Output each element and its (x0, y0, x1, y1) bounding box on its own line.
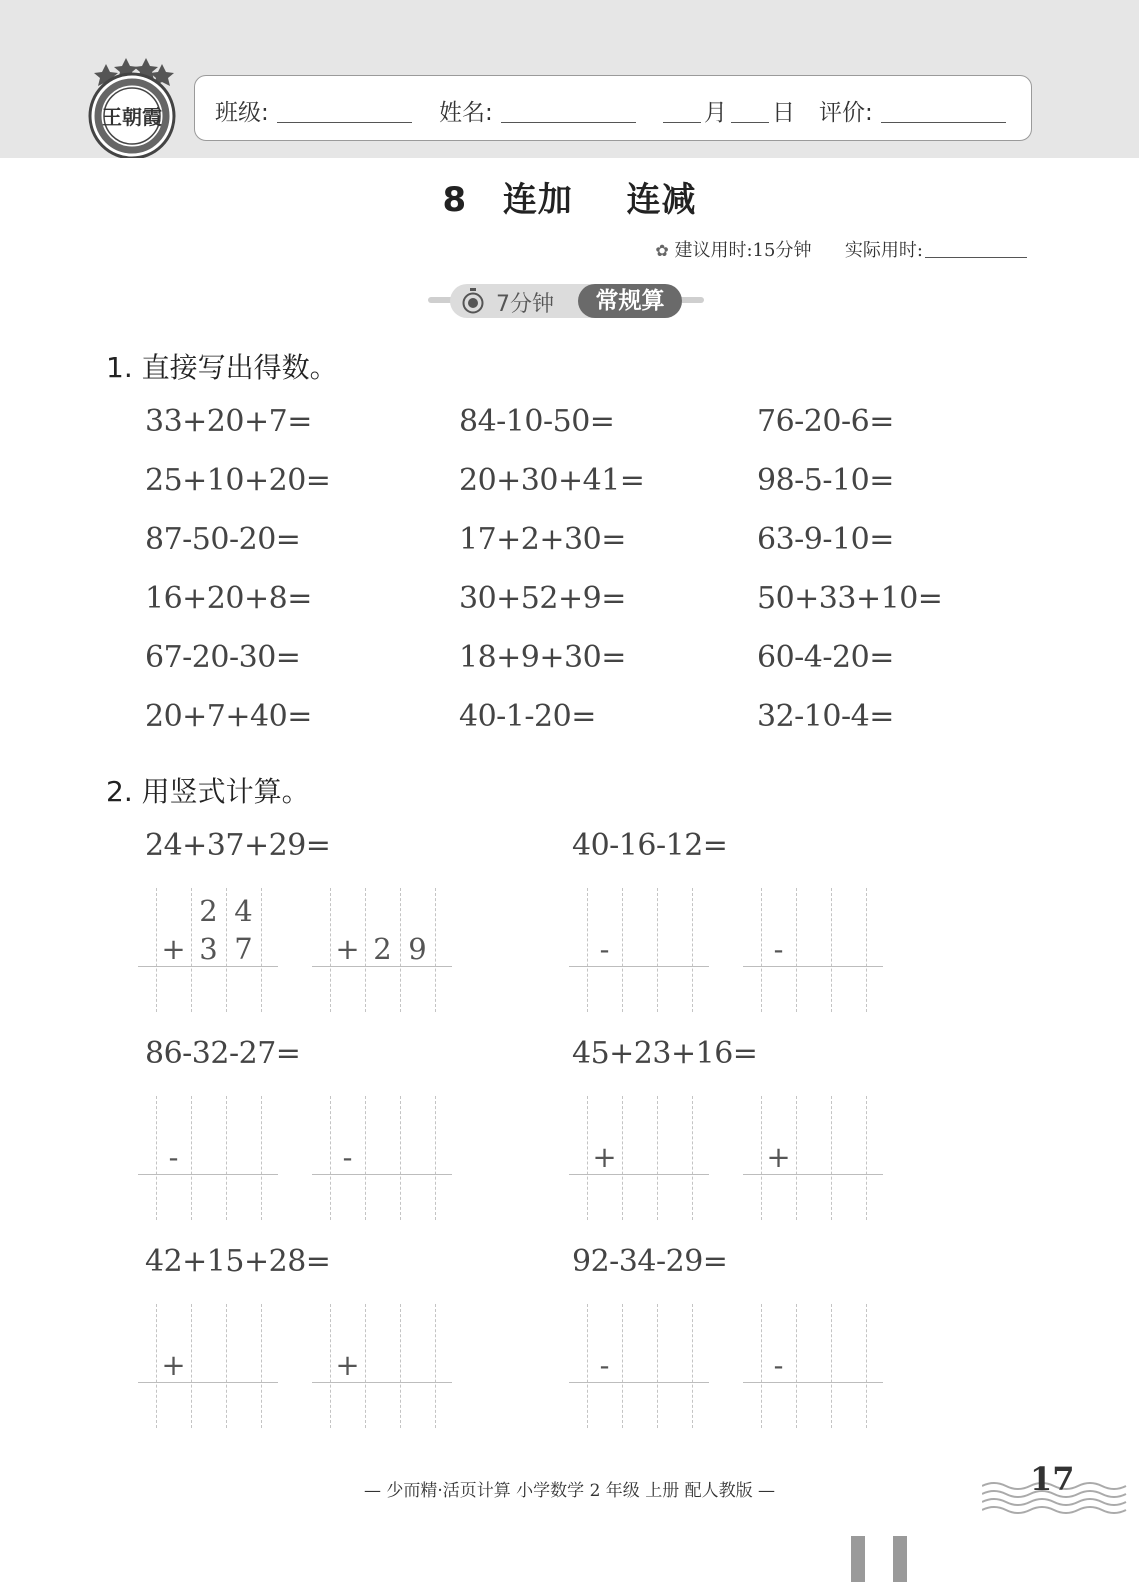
q1-eq: 25+10+20= (145, 463, 331, 498)
q1-eq: 67-20-30= (145, 640, 301, 675)
grid-column-line (796, 1304, 797, 1428)
section-tag: 常规算 (578, 284, 682, 318)
grid-result-line (569, 1382, 709, 1383)
grid-result-line (312, 1382, 452, 1383)
q2-expr: 42+15+28= (145, 1244, 331, 1279)
actual-time-field[interactable] (925, 257, 1027, 258)
grid-column-line (796, 1096, 797, 1220)
grid-column-line (435, 888, 436, 1012)
q1-eq: 33+20+7= (145, 404, 312, 439)
title-part1: 连加 (502, 180, 573, 220)
carried-digit: 2 (199, 894, 218, 928)
day-label: 日 (772, 100, 795, 126)
operand-digit: 9 (408, 932, 427, 966)
q1-eq: 20+30+41= (459, 463, 645, 498)
grid-column-line (191, 1096, 192, 1220)
section-duration: 7分钟 (496, 292, 554, 317)
calc-grid[interactable] (743, 888, 883, 1012)
month-field[interactable] (663, 122, 701, 123)
operator-sign: - (599, 932, 610, 966)
grid-column-line (400, 1096, 401, 1220)
name-field[interactable] (501, 122, 636, 123)
title-number: 8 (442, 180, 468, 220)
title-part2: 连减 (626, 180, 697, 220)
q1-eq: 87-50-20= (145, 522, 301, 557)
operator-sign: - (773, 1348, 784, 1382)
svg-text:王朝霞: 王朝霞 (102, 105, 162, 129)
operand-digit: 2 (373, 932, 392, 966)
operator-sign: + (161, 1348, 186, 1382)
grid-result-line (743, 966, 883, 967)
q2-expr: 40-16-12= (572, 828, 728, 863)
q1-eq: 30+52+9= (459, 581, 626, 616)
bottom-bar (893, 1536, 907, 1582)
grid-column-line (261, 1096, 262, 1220)
grid-column-line (692, 1096, 693, 1220)
grid-column-line (866, 1304, 867, 1428)
operator-sign: + (766, 1140, 791, 1174)
grid-column-line (831, 888, 832, 1012)
day-field[interactable] (731, 122, 769, 123)
grid-result-line (312, 966, 452, 967)
operator-sign: + (592, 1140, 617, 1174)
grid-column-line (622, 1096, 623, 1220)
q2-expr: 24+37+29= (145, 828, 331, 863)
month-label: 月 (704, 100, 727, 126)
q1-eq: 18+9+30= (459, 640, 626, 675)
page-title (0, 172, 1139, 221)
flower-icon: ✿ (655, 241, 669, 260)
grid-column-line (796, 888, 797, 1012)
q1-eq: 17+2+30= (459, 522, 626, 557)
grid-column-line (866, 1096, 867, 1220)
name-label: 姓名: (439, 100, 493, 126)
q1-eq: 32-10-4= (757, 699, 894, 734)
grid-column-line (261, 888, 262, 1012)
grid-result-line (312, 1174, 452, 1175)
operand-digit: 7 (234, 932, 253, 966)
calc-grid[interactable] (312, 888, 452, 1012)
time-line (655, 236, 1027, 262)
operand-digit: 3 (199, 932, 218, 966)
grid-column-line (622, 888, 623, 1012)
class-field[interactable] (277, 122, 412, 123)
calc-grid[interactable] (138, 888, 278, 1012)
suggested-time: 建议用时:15分钟 (674, 240, 812, 261)
page-number: 17 (1030, 1460, 1075, 1498)
calc-grid[interactable] (743, 1304, 883, 1428)
grid-column-line (226, 1096, 227, 1220)
grid-column-line (622, 1304, 623, 1428)
q1-eq: 84-10-50= (459, 404, 615, 439)
q1-eq: 60-4-20= (757, 640, 894, 675)
calc-grid[interactable] (569, 1096, 709, 1220)
calc-grid[interactable] (312, 1304, 452, 1428)
grid-column-line (866, 888, 867, 1012)
footer-text: — 少而精·活页计算 小学数学 2 年级 上册 配人教版 — (363, 1481, 776, 1501)
q2-expr: 86-32-27= (145, 1036, 301, 1071)
grid-column-line (365, 1304, 366, 1428)
q2-expr: 92-34-29= (572, 1244, 728, 1279)
operator-sign: - (168, 1140, 179, 1174)
q2-title: 2. 用竖式计算。 (106, 775, 310, 808)
calc-grid[interactable] (138, 1304, 278, 1428)
bottom-bar (851, 1536, 865, 1582)
grid-result-line (138, 1382, 278, 1383)
grid-column-line (692, 888, 693, 1012)
calc-grid[interactable] (569, 888, 709, 1012)
grid-result-line (138, 1174, 278, 1175)
grid-column-line (657, 888, 658, 1012)
logo-seal (84, 58, 180, 158)
grid-column-line (400, 1304, 401, 1428)
grid-column-line (261, 1304, 262, 1428)
calc-grid[interactable] (743, 1096, 883, 1220)
grid-column-line (692, 1304, 693, 1428)
q1-eq: 50+33+10= (757, 581, 943, 616)
calc-grid[interactable] (569, 1304, 709, 1428)
calc-grid[interactable] (138, 1096, 278, 1220)
grid-result-line (569, 966, 709, 967)
calc-grid[interactable] (312, 1096, 452, 1220)
actual-time-label: 实际用时: (844, 240, 923, 261)
operator-sign: - (342, 1140, 353, 1174)
operator-sign: - (599, 1348, 610, 1382)
grid-result-line (743, 1382, 883, 1383)
grid-column-line (191, 1304, 192, 1428)
grid-column-line (435, 1096, 436, 1220)
q1-eq: 40-1-20= (459, 699, 596, 734)
eval-field[interactable] (881, 122, 1006, 123)
grid-column-line (831, 1096, 832, 1220)
q1-eq: 63-9-10= (757, 522, 894, 557)
operator-sign: - (773, 932, 784, 966)
stopwatch-icon (461, 288, 485, 314)
grid-column-line (435, 1304, 436, 1428)
grid-result-line (138, 966, 278, 967)
operator-sign: + (335, 1348, 360, 1382)
grid-column-line (365, 1096, 366, 1220)
grid-column-line (657, 1096, 658, 1220)
class-label: 班级: (215, 100, 269, 126)
student-info-box (194, 75, 1032, 141)
q1-eq: 98-5-10= (757, 463, 894, 498)
operand-digit: + (335, 932, 360, 966)
q1-eq: 20+7+40= (145, 699, 312, 734)
q1-title: 1. 直接写出得数。 (106, 351, 338, 384)
carried-digit: 4 (234, 894, 253, 928)
grid-column-line (657, 1304, 658, 1428)
grid-result-line (743, 1174, 883, 1175)
grid-result-line (569, 1174, 709, 1175)
operand-digit: + (161, 932, 186, 966)
q1-eq: 76-20-6= (757, 404, 894, 439)
grid-column-line (831, 1304, 832, 1428)
grid-column-line (226, 1304, 227, 1428)
q1-eq: 16+20+8= (145, 581, 312, 616)
eval-label: 评价: (819, 100, 873, 126)
q2-expr: 45+23+16= (572, 1036, 758, 1071)
